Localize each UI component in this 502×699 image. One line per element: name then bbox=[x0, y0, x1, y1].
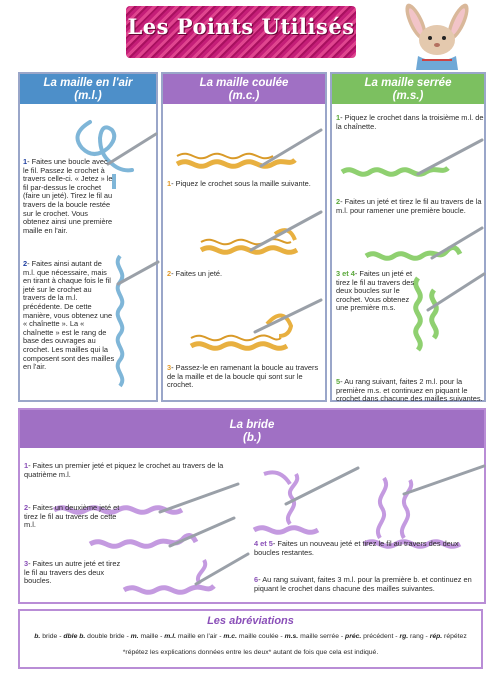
slip-step2-number: 2 bbox=[167, 269, 172, 278]
abbreviation-code: préc. bbox=[345, 633, 362, 640]
abbreviation-meaning: maille en l'air bbox=[175, 633, 218, 640]
panel-single-header bbox=[332, 74, 484, 104]
single-step5-body: - Au rang suivant, faites 2 m.l. pour la première m.s. et continuez en piquant le crochet dans chacune des mailles suivantes. bbox=[336, 377, 483, 404]
single-step2-number: 2 bbox=[336, 197, 341, 206]
slip-step1-number: 1 bbox=[167, 179, 172, 188]
chain-step1-number: 1 bbox=[23, 157, 28, 166]
treble-step4-number: 4 et 5 bbox=[254, 539, 273, 548]
page-title: Les Points Utilisés bbox=[127, 14, 355, 39]
panel-single-crochet bbox=[330, 72, 486, 402]
panel-single-title: La maille serrée bbox=[364, 77, 452, 89]
treble-step2-body: - Faites un deuxième jeté et tirez le fil au travers de cette m.l. bbox=[24, 503, 120, 530]
slip-step3-text bbox=[167, 364, 325, 390]
treble-step1-body: - Faites un premier jeté et piquez le crochet au travers de la quatrième m.l. bbox=[24, 461, 224, 479]
slip-step2-illustration bbox=[171, 206, 323, 261]
chain-step2-number: 2 bbox=[23, 259, 28, 268]
abbreviation-meaning: double bride bbox=[85, 633, 125, 640]
abbreviation-separator: - bbox=[339, 633, 346, 640]
single-step1-body: - Piquez le crochet dans la troisième m.l. de la chaînette. bbox=[336, 113, 484, 131]
single-step5-text bbox=[336, 378, 484, 404]
abbreviation-item bbox=[399, 633, 423, 640]
panel-treble-title: La bride bbox=[229, 419, 275, 431]
slip-step1-body: - Piquez le crochet sous la maille suivante. bbox=[171, 179, 311, 188]
abbreviation-item bbox=[285, 633, 339, 640]
panel-single-abbr: (m.s.) bbox=[392, 90, 424, 102]
slip-step3-number: 3 bbox=[167, 363, 172, 372]
slip-step3-body: - Passez-le en ramenant la boucle au travers de la maille et de la boucle qui sont sur le crochet. bbox=[167, 363, 319, 390]
slip-step1-illustration bbox=[171, 126, 323, 181]
abbreviations-note: *répétez les explications données entre les deux* autant de fois que cela est indiqué. bbox=[122, 649, 379, 656]
treble-step3-body: - Faites un autre jeté et tirez le fil au travers des deux boucles. bbox=[24, 559, 121, 586]
chain-step1-text bbox=[23, 158, 113, 235]
slip-step2-text bbox=[167, 270, 325, 279]
single-step5-number: 5 bbox=[336, 377, 341, 386]
abbreviation-code: m.c. bbox=[223, 633, 237, 640]
abbreviations-box bbox=[18, 609, 483, 669]
abbreviations-title: Les abréviations bbox=[207, 615, 294, 627]
abbreviation-item bbox=[164, 633, 217, 640]
panel-chain-stitch bbox=[18, 72, 158, 402]
abbreviation-code: m. bbox=[130, 633, 139, 640]
chain-step2-text bbox=[23, 260, 115, 372]
abbreviation-item bbox=[34, 633, 57, 640]
chain-step2-illustration bbox=[110, 254, 160, 394]
abbreviation-meaning: bride bbox=[40, 633, 58, 640]
bunny-illustration bbox=[378, 0, 488, 70]
abbreviation-code: rg. bbox=[399, 633, 409, 640]
single-step3-text bbox=[336, 270, 420, 313]
panel-slip-title: La maille coulée bbox=[199, 77, 289, 89]
single-step3-body: - Faites un jeté et tirez le fil au travers des deux boucles sur le crochet. Vous obtenez une première m.s. bbox=[336, 269, 415, 313]
abbreviation-separator: - bbox=[57, 633, 64, 640]
abbreviation-separator: - bbox=[217, 633, 224, 640]
abbreviation-code: rép. bbox=[429, 633, 443, 640]
treble-step1-number: 1 bbox=[24, 461, 29, 470]
treble-step3-number: 3 bbox=[24, 559, 29, 568]
panel-treble-abbr: (b.) bbox=[243, 432, 261, 444]
abbreviation-separator: - bbox=[278, 633, 285, 640]
abbreviation-meaning: maille coulée bbox=[236, 633, 279, 640]
panel-treble-header bbox=[20, 410, 484, 448]
abbreviation-separator: - bbox=[158, 633, 165, 640]
abbreviation-separator: - bbox=[393, 633, 400, 640]
single-step1-number: 1 bbox=[336, 113, 341, 122]
abbreviation-meaning: rang bbox=[408, 633, 424, 640]
slip-step1-text bbox=[167, 180, 325, 189]
abbreviation-code: m.l. bbox=[164, 633, 176, 640]
abbreviation-item bbox=[345, 633, 393, 640]
abbreviation-code: b. bbox=[34, 633, 41, 640]
abbreviation-separator: - bbox=[124, 633, 131, 640]
treble-step4-text bbox=[254, 540, 482, 557]
single-step3-illustration bbox=[410, 270, 486, 370]
abbreviation-code: dble b. bbox=[63, 633, 86, 640]
single-step1-text bbox=[336, 114, 484, 131]
single-step2-illustration bbox=[362, 224, 484, 266]
abbreviation-code: m.s. bbox=[284, 633, 299, 640]
single-step1-illustration bbox=[338, 138, 484, 184]
abbreviation-item bbox=[63, 633, 124, 640]
abbreviation-meaning: maille serrée bbox=[298, 633, 339, 640]
abbreviation-item bbox=[430, 633, 467, 640]
treble-step6-body: - Au rang suivant, faites 3 m.l. pour la première b. et continuez en piquant le crochet dans chacune des mailles suivantes. bbox=[254, 575, 472, 593]
abbreviation-item bbox=[131, 633, 159, 640]
slip-step3-illustration bbox=[171, 296, 323, 356]
treble-step4-body: - Faites un nouveau jeté et tirez le fil au travers des deux boucles restantes. bbox=[254, 539, 459, 557]
abbreviation-separator: - bbox=[423, 633, 430, 640]
abbreviation-meaning: précédent bbox=[361, 633, 394, 640]
single-step2-text bbox=[336, 198, 484, 215]
panel-slip-header bbox=[163, 74, 325, 104]
abbreviation-meaning: répétez bbox=[442, 633, 467, 640]
treble-step4-illustration bbox=[250, 464, 360, 544]
panel-slip-stitch bbox=[161, 72, 327, 402]
treble-step2-illustration bbox=[86, 514, 236, 554]
single-step3-number: 3 et 4 bbox=[336, 269, 355, 278]
panel-chain-header bbox=[20, 74, 156, 104]
panel-chain-abbr: (m.l.) bbox=[74, 90, 102, 102]
abbreviation-item bbox=[223, 633, 278, 640]
abbreviations-list bbox=[24, 633, 477, 640]
chain-step1-body: - Faites une boucle avec le fil. Passez le crochet à travers celle-ci. « Jetez » le fil par-dessus le crochet (faire un jeté). Tirez le fil au travers de la boucle restée sur le crochet. Vous obtenez ainsi une première maille en l'air. bbox=[23, 157, 113, 235]
treble-step1-text bbox=[24, 462, 224, 479]
treble-step2-number: 2 bbox=[24, 503, 29, 512]
panel-chain-title: La maille en l'air bbox=[43, 77, 133, 89]
treble-step3-illustration bbox=[120, 550, 250, 600]
single-step2-body: - Faites un jeté et tirez le fil au travers de la m.l. pour ramener une première boucle. bbox=[336, 197, 482, 215]
treble-step3-text bbox=[24, 560, 124, 586]
chain-step2-body: - Faites ainsi autant de m.l. que nécessaire, mais en tirant à chaque fois le fil jeté sur le crochet au travers de la m.l. précédente. De cette manière, vous obtenez une « chaînette ». La « chaînette » est le rang de base des ouvrages au crochet. Les mailles qui la composent sont des mailles en l'air. bbox=[23, 259, 115, 372]
abbreviation-meaning: maille bbox=[138, 633, 159, 640]
panel-slip-abbr: (m.c.) bbox=[228, 90, 260, 102]
treble-step6-text bbox=[254, 576, 482, 593]
treble-step6-number: 6 bbox=[254, 575, 259, 584]
slip-step2-body: - Faites un jeté. bbox=[171, 269, 223, 278]
panel-treble-crochet bbox=[18, 408, 486, 604]
